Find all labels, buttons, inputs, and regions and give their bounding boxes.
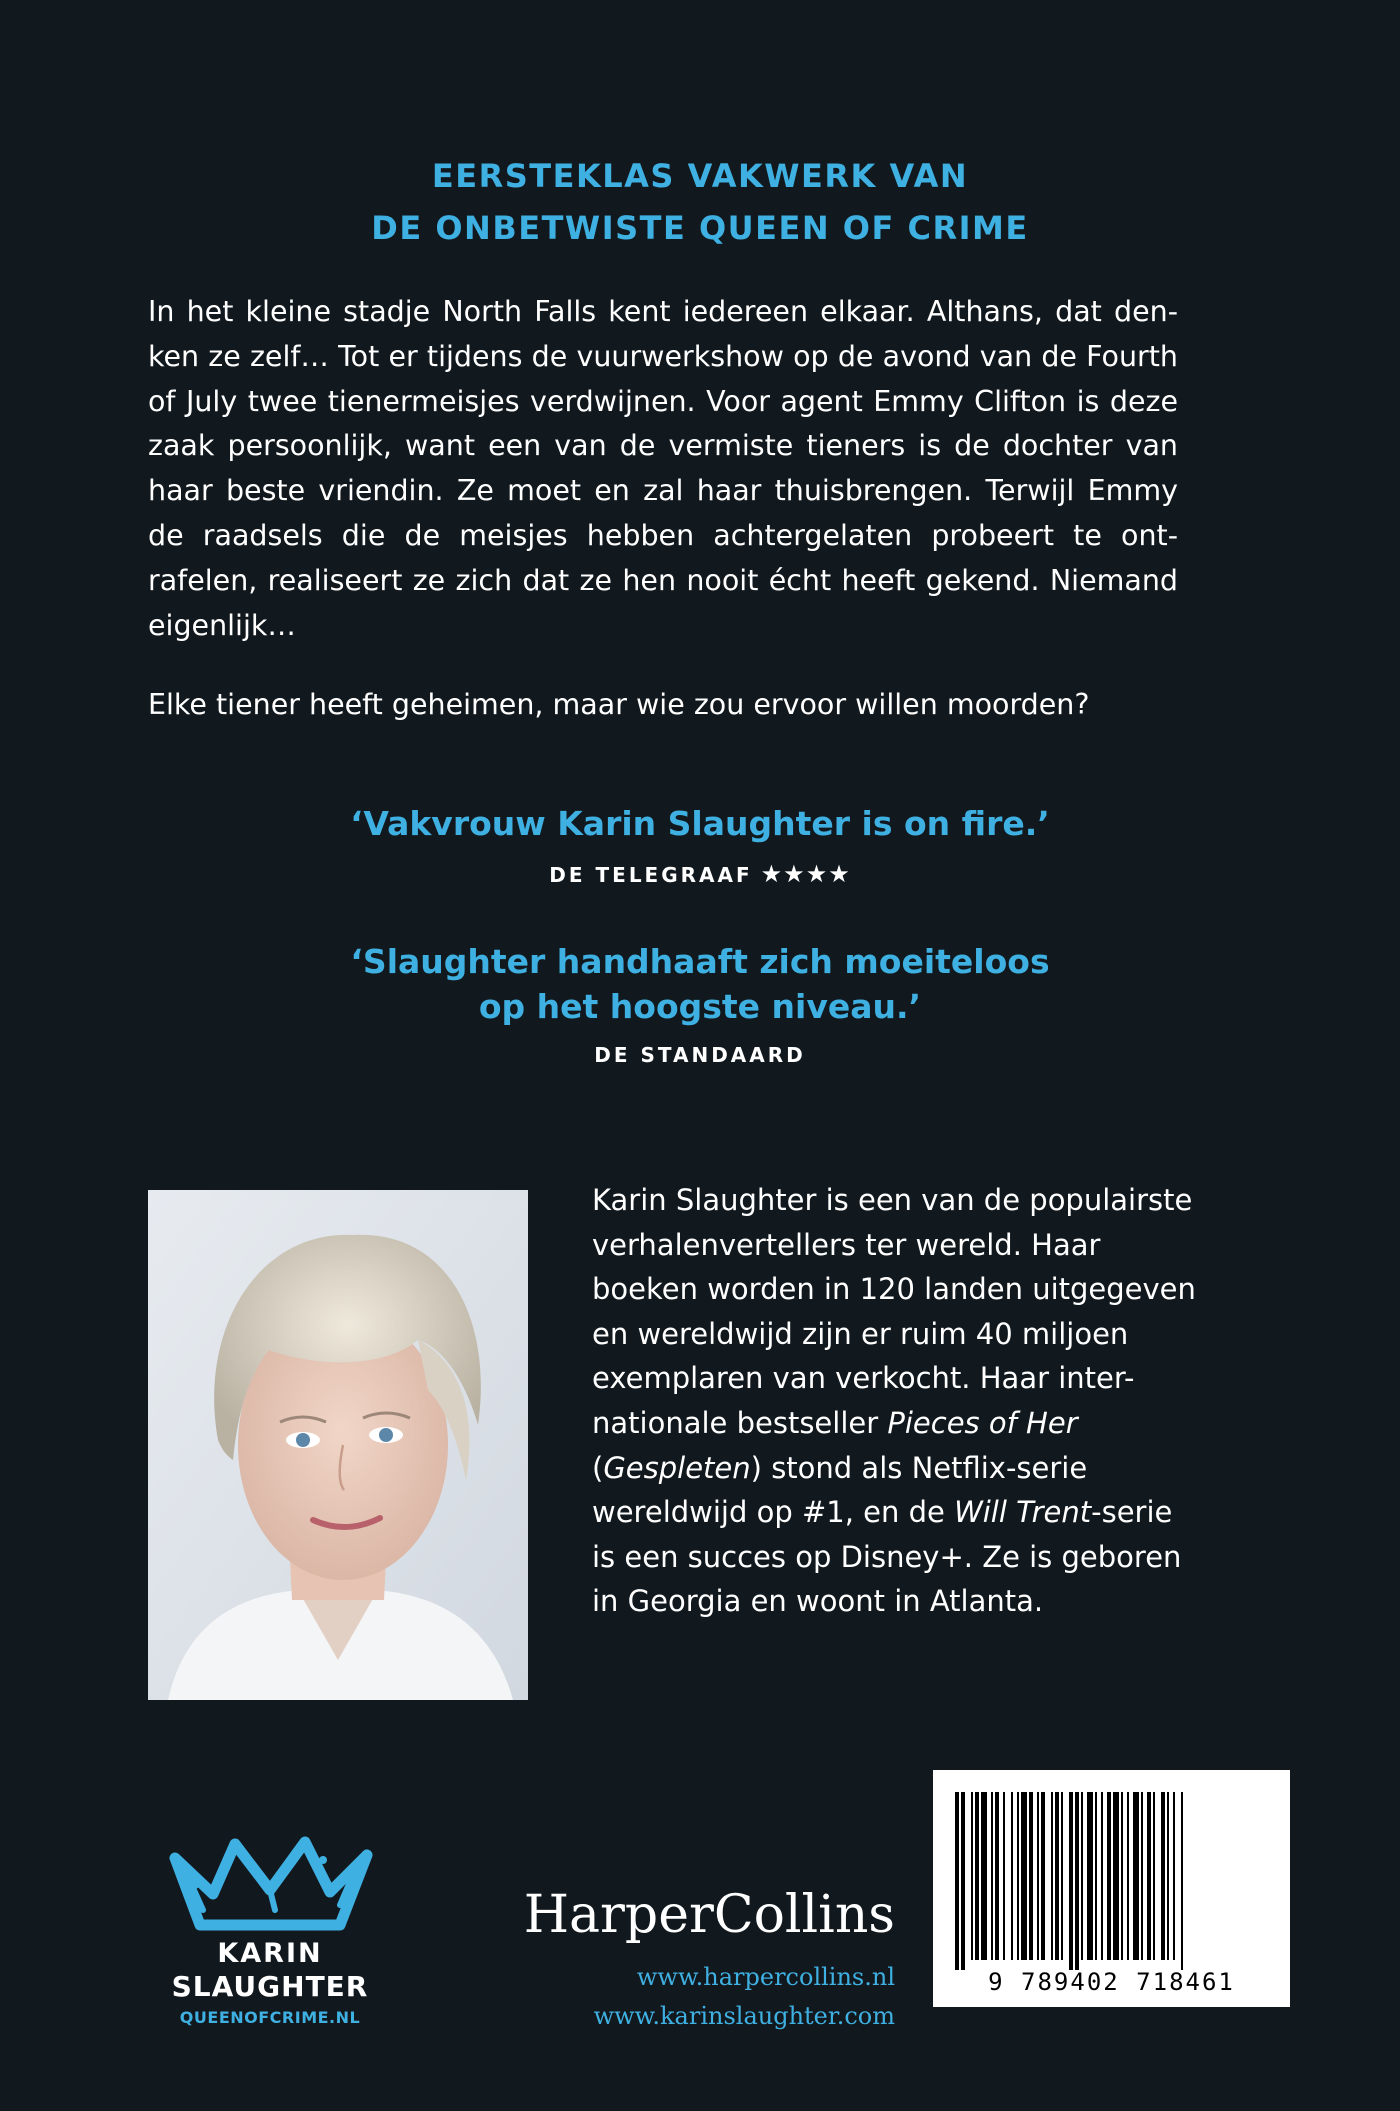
barcode-bar — [1069, 1792, 1073, 1970]
barcode-bar — [1075, 1792, 1079, 1970]
barcode-bar — [1095, 1792, 1097, 1960]
book-title-pieces-of-her: Pieces of Her — [887, 1405, 1078, 1440]
barcode-bar — [1167, 1792, 1169, 1960]
isbn-barcode — [933, 1770, 1290, 2007]
logo-word-karin: KARIN — [217, 1938, 323, 1969]
bio-line — [592, 1401, 1272, 1446]
bio-line: is een succes op Disney+. Ze is geboren — [592, 1539, 1182, 1574]
author-portrait-image — [148, 1190, 528, 1700]
barcode-bar — [1061, 1792, 1063, 1960]
barcode-bar — [955, 1792, 959, 1970]
barcode-bar — [1037, 1792, 1039, 1960]
author-bio — [592, 1178, 1272, 1624]
barcode-bar — [1055, 1792, 1059, 1960]
series-title-will-trent: Will Trent — [954, 1495, 1092, 1530]
crown-icon — [155, 1830, 385, 1940]
blurb-paragraph: In het kleine stadje North Falls kent iedereen elkaar. Althans, dat denken ze zelf… Tot er tijdens de vuurwerkshow op de avond van de Fourth of July twee tienermeisjes verdwijnen. Voor agent Emmy Clifton is deze zaak persoonlijk, want een van de vermiste tieners is de dochter van haar beste vriendin. Ze moet en zal haar thuisbrengen. Terwijl Emmy de raadsels die de meisjes hebben achtergelaten probeert te ontrafelen, realiseert ze zich dat ze hen nooit écht heeft gekend. Niemand eigenlijk… — [148, 295, 1178, 642]
barcode-bar — [1021, 1792, 1027, 1960]
logo-url: QUEENOFCRIME.NL — [179, 2008, 361, 2027]
bio-line: in Georgia en woont in Atlanta. — [592, 1584, 1044, 1619]
quote-standaard — [0, 939, 1400, 1029]
bio-text: ( — [592, 1450, 604, 1485]
bio-text: ) stond als Netflix-serie — [750, 1450, 1088, 1485]
bio-line: verhalenvertellers ter wereld. Haar — [592, 1227, 1101, 1262]
quote-text-line-1: ‘Slaughter handhaaft zich moeiteloos — [350, 942, 1050, 981]
bio-line — [592, 1446, 1272, 1491]
book-title-gespleten: Gespleten — [603, 1450, 751, 1485]
author-photo — [148, 1190, 528, 1700]
publisher-name: HarperCollins — [523, 1885, 895, 1945]
headline-line-1: EERSTEKLAS VAKWERK VAN — [431, 157, 969, 195]
barcode-bar — [1081, 1792, 1083, 1960]
barcode-bar — [1101, 1792, 1103, 1960]
bio-line: exemplaren van verkocht. Haar inter- — [592, 1361, 1135, 1396]
bio-line: en wereldwijd zijn er ruim 40 miljoen — [592, 1316, 1129, 1351]
barcode-bar — [1173, 1792, 1175, 1960]
publisher-url[interactable]: www.harpercollins.nl — [636, 1963, 895, 1991]
rating-stars: ★★★★ — [760, 860, 851, 888]
author-url[interactable]: www.karinslaughter.com — [593, 2002, 895, 2030]
barcode-bar — [1147, 1792, 1151, 1960]
quote-text-line-2: op het hoogste niveau.’ — [478, 987, 922, 1026]
barcode-bar — [1017, 1792, 1019, 1960]
quote-source-telegraaf — [0, 860, 1400, 888]
barcode-bar — [1113, 1792, 1119, 1960]
headline — [0, 150, 1400, 254]
barcode-bar — [961, 1792, 965, 1970]
barcode-bar — [1121, 1792, 1123, 1960]
isbn-number: 9 789402 718461 — [988, 1968, 1235, 1996]
barcode-bar — [981, 1792, 987, 1960]
bio-line — [592, 1490, 1272, 1535]
tagline: Elke tiener heeft geheimen, maar wie zou ervoor willen moorden? — [148, 688, 1090, 721]
barcode-bar — [1161, 1792, 1165, 1960]
bio-text: -serie — [1091, 1495, 1173, 1530]
bio-line: boeken worden in 120 landen uitgegeven — [592, 1272, 1196, 1307]
barcode-bar — [971, 1792, 973, 1960]
barcode-icon — [933, 1770, 1290, 1970]
logo-word-slaughter: SLAUGHTER — [171, 1970, 369, 2003]
quote-text: ‘Vakvrouw Karin Slaughter is on fire.’ — [350, 804, 1050, 843]
headline-line-2: DE ONBETWISTE QUEEN OF CRIME — [371, 209, 1029, 247]
barcode-bar — [1141, 1792, 1143, 1960]
source-name: DE TELEGRAAF — [549, 863, 753, 887]
barcode-bar — [1051, 1792, 1053, 1960]
barcode-bar — [991, 1792, 993, 1960]
bio-line: Karin Slaughter is een van de populairste — [592, 1183, 1193, 1217]
barcode-bar — [1127, 1792, 1129, 1960]
barcode-bar — [995, 1792, 999, 1960]
barcode-bar — [1029, 1792, 1033, 1960]
quote-telegraaf — [0, 801, 1400, 846]
barcode-bar — [1087, 1792, 1093, 1960]
karin-slaughter-logo — [155, 1830, 385, 2030]
barcode-bar — [1153, 1792, 1155, 1960]
bio-text: nationale bestseller — [592, 1405, 888, 1440]
barcode-bar — [1011, 1792, 1013, 1960]
barcode-bar — [1181, 1792, 1183, 1970]
barcode-bar — [1107, 1792, 1111, 1960]
quote-source-standaard: DE STANDAARD — [594, 1043, 806, 1067]
barcode-bar — [975, 1792, 979, 1960]
barcode-bar — [1003, 1792, 1005, 1960]
barcode-bar — [1133, 1792, 1139, 1960]
bio-text: wereldwijd op #1, en de — [592, 1495, 955, 1530]
barcode-bar — [1041, 1792, 1045, 1960]
